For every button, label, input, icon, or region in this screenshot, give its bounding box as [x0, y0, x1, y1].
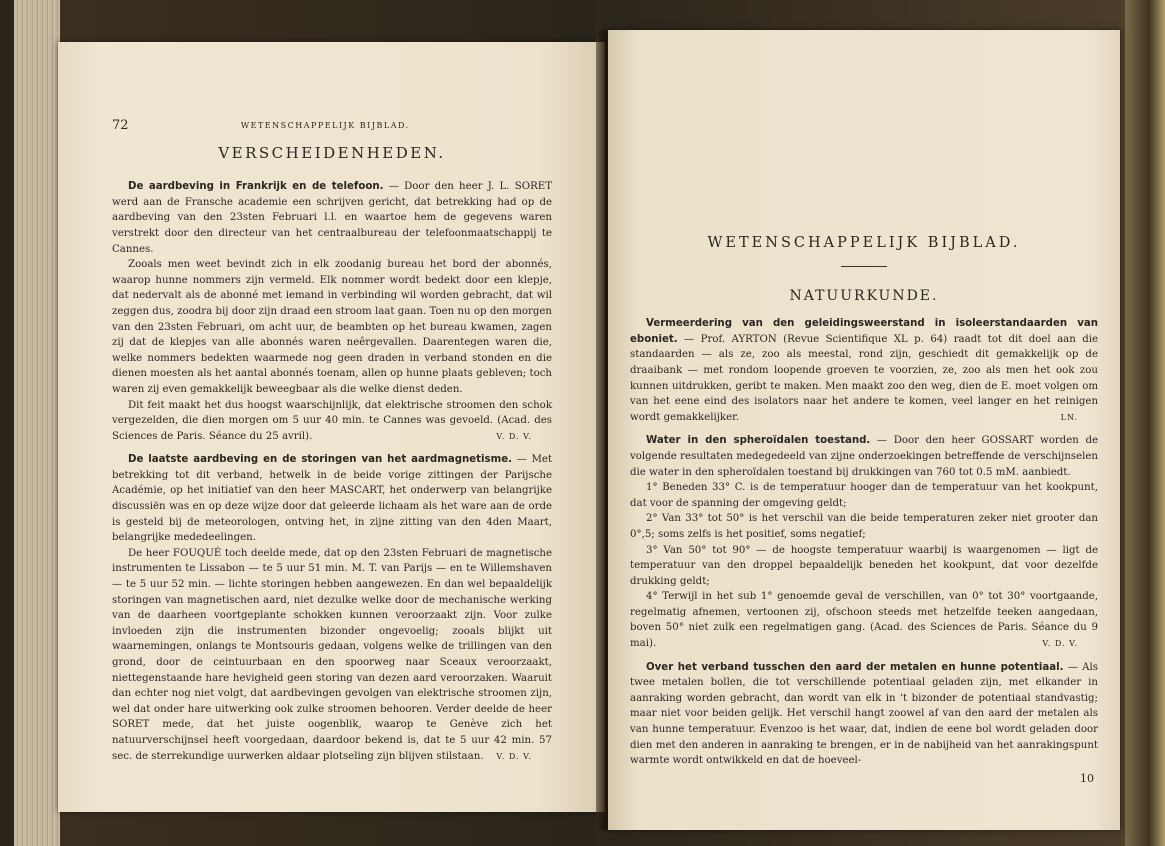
article-title: De aardbeving in Frankrijk en de telefoon.: [128, 181, 384, 193]
article: [112, 452, 552, 764]
article-paragraph: Zooals men weet bevindt zich in elk zoodanig bureau het bord der abonnés, waarop hunne nommers zijn vermeld. Elk nommer wordt bedekt door een klepje, dat nedervalt als de abonné met iemand in verbinding wil worden gebracht, dat wil zeggen dus, zoodra bij door zijn draad een stroom laat gaan. Toen nu op den morgen van den 23sten Februari, om acht uur, de beambten op het bureau kwamen, zagen zij dat de klepjes van alle abonnés waren neêrgevallen. Daarentegen waren die, welke nommers bedekten waarmede nog geen draden in verband stonden en die dienen moesten als het aantal abonnés toenam, allen op hunne plaats gebleven; toch waren zij even gemakkelijk beweegbaar als die welke dienst deden.: [112, 259, 552, 395]
article-paragraph: Dit feit maakt het dus hoogst waarschijnlijk, dat elektrische stroomen den schok vergezelden, die dien morgen om 5 uur 40 min. te Cannes was gevoeld. (Acad. des Sciences de Paris. Séance du 25 avril).: [112, 399, 552, 442]
book-cover-right: [1125, 0, 1165, 846]
left-page-content: [112, 118, 552, 764]
section-title: VERSCHEIDENHEDEN.: [218, 143, 446, 162]
article-signature: V. D. V.: [1042, 639, 1078, 649]
article: [630, 316, 1098, 425]
article-paragraph: 1° Beneden 33° C. is de temperatuur hooger dan de temperatuur van het kookpunt, dat voor de spanning der omgeving geldt;: [630, 482, 1098, 509]
article-title: Water in den spheroïdalen toestand.: [646, 435, 871, 447]
section-title: NATUURKUNDE.: [789, 287, 939, 304]
article-text: — Als twee metalen bollen, die tot verschillende potentiaal geladen zijn, met elkander in aanraking worden gebracht, dan wordt van elk in 't bizonder de potentiaal standvastig; maar niet voor beiden gelijk. Het verschil hangt zoowel af van den aard der metalen als van hunne temperatuur. Evenzoo is het waar, dat, indien de eene bol wordt geladen door dien met den anderen in aanraking te brengen, er in de nabijheid van het aanrakingspunt warmte wordt ontwikkeld en dat de hoeveel-: [630, 661, 1098, 767]
article-text: — Met betrekking tot dit verband, hetwelk in de beide vorige zittingen der Parijsche Académie, op het initiatief van den heer MASCART, het onderwerp van belangrijke discussiën was en op deze wijze door dat geleerde lichaam als het ware aan de orde is gesteld bij de meteorologen, ontving het, in zijne zitting van den 4den Maart, belangrijke mededeelingen.: [112, 454, 552, 544]
article-paragraph: 2° Van 33° tot 50° is het verschil van die beide temperaturen zeker niet grooter dan 0°,5; soms zelfs is het positief, soms negatief;: [630, 513, 1098, 540]
running-head-title: WETENSCHAPPELIJK BIJBLAD.: [240, 121, 410, 130]
book-cover-left: [0, 0, 14, 846]
article-paragraph: 3° Van 50° tot 90° — de hoogste temperatuur waarbij is waargenomen — ligt de temperatuur van den droppel bepaaldelijk beneden het kookpunt, dat voor dezelfde drukking geldt;: [630, 544, 1098, 587]
right-page: [608, 30, 1120, 830]
running-head: [112, 118, 552, 134]
article-paragraph: 4° Terwijl in het sub 1° genoemde geval de verschillen, van 0° tot 30° voortgaande, regelmatig afnemen, vertoonen zij, ofschoon steeds met hetzelfde teeken aangedaan, boven 50° niet zulk een regelmatigen gang. (Acad. des Sciences de Paris. Séance du 9 mai).: [630, 591, 1098, 650]
left-page: [58, 42, 605, 812]
page-footer-signature: 10: [1080, 771, 1094, 785]
article-text: — Door den heer J. L. SORET werd aan de Fransche academie een schrijven gericht, dat betrekking had op de aardbeving van den 23sten Februari l.l. en waartoe hem de gegevens waren verstrekt door den directeur van het centraalbureau der telefoonmaatschappij te Cannes.: [112, 181, 553, 255]
article: [630, 660, 1098, 787]
right-page-content: [630, 88, 1098, 786]
article: [112, 179, 552, 444]
article-paragraph: De heer FOUQUÉ toch deelde mede, dat op den 23sten Februari de magnetische instrumenten te Lissabon — te 5 uur 51 min. M. T. van Parijs — en te Willemshaven — te 5 uur 52 min. — lichte storingen hebben aangewezen. En dan wel bepaaldelijk storingen van magnetischen aard, niet dezulke welke door de mechanische werking van de daarheen voortgeplante schokken kunnen veroorzaakt zijn. Voor zulke invloeden zijn die instrumenten bizonder ongevoelig; zooals blijkt uit waarnemingen, onlangs te Montsouris gedaan, volgens welke de trillingen van den grond, door de ceintuurbaan en den spoorweg naar Sceaux veroorzaakt, niettegenstaande hare hevigheid geen storing van dezen aard veroorzaken. Waaruit dan echter nog niet volgt, dat aardbevingen gevolgen van elektrische stroomen zijn, wel dat onder hare uitwerking ook zulke stroomen behooren. Verder deelde de heer SORET mede, dat het juiste oogenblik, waarop te Genève zich het natuurverschijnsel heeft voorgedaan, daardoor bekend is, dat te 5 uur 42 min. 57 sec. de sterrekundige uurwerken aldaar plotseling zijn blijven stilstaan.: [112, 547, 552, 762]
article-title: Over het verband tusschen den aard der metalen en hunne potentiaal.: [646, 661, 1064, 673]
article-text: — Prof. AYRTON (Revue Scientifique XL p. 64) raadt tot dit doel aan die standaarden — als ze, zoo als meestal, rond zijn, geschiedt dit gemakkelijk op de draaibank — met rondom loopende groeven te voorzien, ze, zoo als men het ook zou kunnen uitdrukken, geribt te maken. Men maakt zoo den weg, dien de E. moet volgen om van het eene eind des isolators naar het andere te komen, veel langer en het reinigen wordt gemakkelijker.: [630, 333, 1098, 423]
article-signature: V. D. V.: [496, 431, 532, 441]
article-signature: V. D. V.: [496, 751, 532, 761]
journal-title: WETENSCHAPPELIJK BIJBLAD.: [707, 235, 1021, 251]
article: [630, 433, 1098, 651]
article-signature: LN.: [1060, 412, 1078, 422]
title-rule: [841, 266, 887, 267]
article-title: Vermeerdering van den geleidingsweerstand in isoleerstandaarden van eboniet.: [630, 318, 1098, 345]
article-text: — Door den heer GOSSART worden de volgende resultaten medegedeeld van zijne onderzoekingen betreffende de verschijnselen die water in den spheroïdalen toestand bij drukkingen van 760 tot 0.5 mM. aanbiedt.: [630, 435, 1099, 478]
page-number: 72: [112, 118, 129, 133]
article-title: De laatste aardbeving en de storingen van het aardmagnetisme.: [128, 454, 512, 466]
